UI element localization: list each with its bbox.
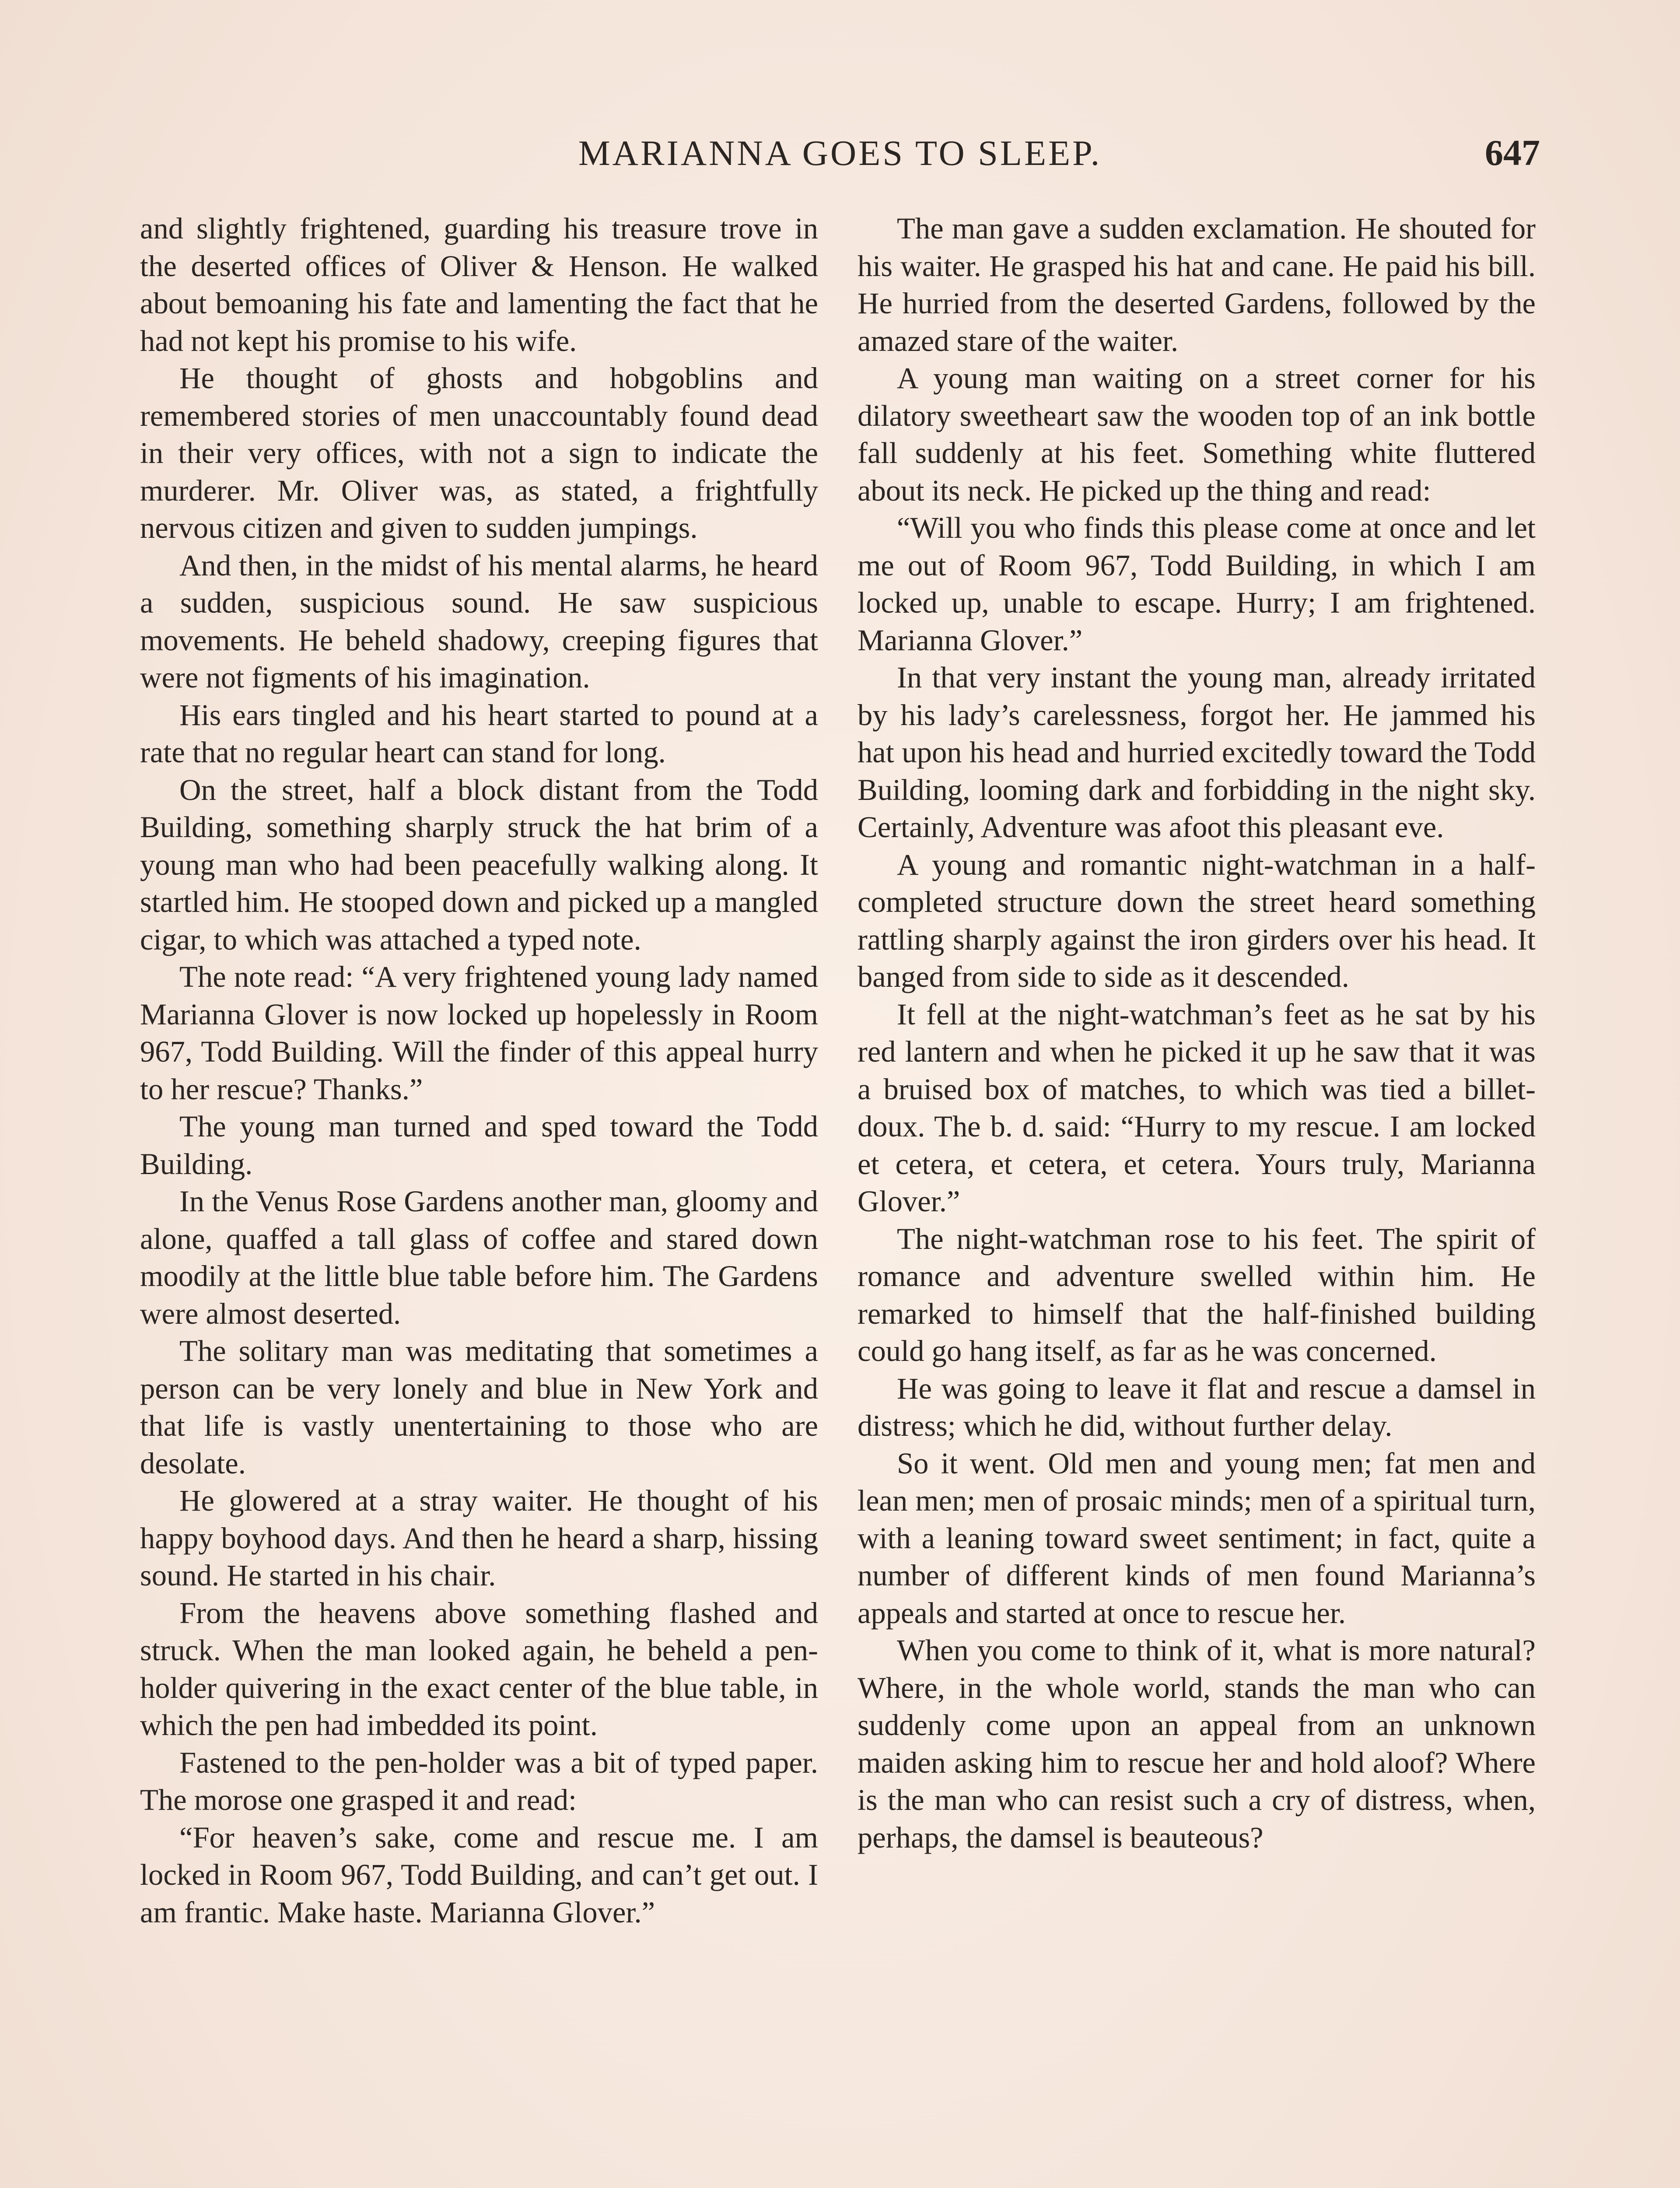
page-header [140, 127, 1540, 179]
paragraph: The young man turned and sped toward the Todd Building. [140, 1110, 818, 1181]
paragraph: So it went. Old men and young men; fat men and lean men; men of prosaic minds; men of a spiritual turn, with a leaning toward sweet sentiment; in fact, quite a number of different kinds of men found Marianna’s appeals and started at once to rescue her. [858, 1446, 1536, 1630]
paragraph: He thought of ghosts and hobgoblins and remembered stories of men unaccountably found dead in their very offices, with not a sign to indicate the murderer. Mr. Oliver was, as stated, a frightfully nervous citizen and given to sudden jumpings. [140, 361, 818, 544]
paragraph: Fastened to the pen-holder was a bit of typed paper. The morose one grasped it and read: [140, 1746, 818, 1816]
paragraph: A young man waiting on a street corner for his dilatory sweetheart saw the wooden top of an ink bottle fall suddenly at his feet. Something white fluttered about its neck. He picked up the thing and read: [858, 361, 1536, 507]
paragraph: “Will you who finds this please come at once and let me out of Room 967, Todd Building, in which I am locked up, unable to escape. Hurry; I am frightened. Marianna Glover.” [858, 511, 1536, 657]
paragraph: From the heavens above something flashed and struck. When the man looked again, he beheld a pen-holder quivering in the exact center of the blue table, in which the pen had imbedded its point. [140, 1596, 818, 1742]
paragraph: He was going to leave it flat and rescue a damsel in distress; which he did, without further delay. [858, 1371, 1536, 1442]
paragraph: His ears tingled and his heart started to pound at a rate that no regular heart can stand for long. [140, 698, 818, 769]
paragraph: and slightly frightened, guarding his treasure trove in the deserted offices of Oliver & Henson. He walked about bemoaning his fate and lamenting the fact that he had not kept his promise to his wife. [140, 212, 818, 358]
paragraph: The night-watchman rose to his feet. The spirit of romance and adventure swelled within him. He remarked to himself that the half-finished building could go hang itself, as far as he was concerned. [858, 1222, 1536, 1368]
paragraph: On the street, half a block distant from the Todd Building, something sharply struck the hat brim of a young man who had been peacefully walking along. It startled him. He stooped down and picked up a mangled cigar, to which was attached a typed note. [140, 773, 818, 956]
paragraph: The solitary man was meditating that sometimes a person can be very lonely and blue in New York and that life is vastly unentertaining to those who are desolate. [140, 1334, 818, 1480]
paragraph: “For heaven’s sake, come and rescue me. I am locked in Room 967, Todd Building, and can’t get out. I am frantic. Make haste. Marianna Glover.” [140, 1820, 818, 1929]
paragraph: In that very instant the young man, already irritated by his lady’s carelessness, forgot her. He jammed his hat upon his head and hurried excitedly toward the Todd Building, looming dark and forbidding in the night sky. Certainly, Adventure was afoot this pleasant eve. [858, 661, 1536, 844]
left-column [140, 210, 818, 1931]
paragraph: The man gave a sudden exclamation. He shouted for his waiter. He grasped his hat and cane. He paid his bill. He hurried from the deserted Gardens, followed by the amazed stare of the waiter. [858, 212, 1536, 358]
paragraph: He glowered at a stray waiter. He thought of his happy boyhood days. And then he heard a sharp, hissing sound. He started in his chair. [140, 1484, 818, 1592]
running-title: MARIANNA GOES TO SLEEP. [578, 133, 1102, 173]
page-number: 647 [1485, 133, 1540, 173]
paragraph: When you come to think of it, what is more natural? Where, in the whole world, stands the man who can suddenly come upon an appeal from an unknown maiden asking him to rescue her and hold aloof? Where is the man who can resist such a cry of distress, when, perhaps, the damsel is beauteous? [858, 1634, 1536, 1854]
paragraph: The note read: “A very frightened young lady named Marianna Glover is now locked up hopelessly in Room 967, Todd Building. Will the finder of this appeal hurry to her rescue? Thanks.” [140, 960, 818, 1106]
paragraph: In the Venus Rose Gardens another man, gloomy and alone, quaffed a tall glass of coffee and stared down moodily at the little blue table before him. The Gardens were almost deserted. [140, 1185, 818, 1330]
paragraph: A young and romantic night-watchman in a half-completed structure down the street heard something rattling sharply against the iron girders over his head. It banged from side to side as it descended. [858, 848, 1536, 993]
paragraph: And then, in the midst of his mental alarms, he heard a sudden, suspicious sound. He saw suspicious movements. He beheld shadowy, creeping figures that were not figments of his imagination. [140, 548, 818, 694]
right-column [858, 210, 1536, 1856]
paragraph: It fell at the night-watchman’s feet as he sat by his red lantern and when he picked it up he saw that it was a bruised box of matches, to which was tied a billet-doux. The b. d. said: “Hurry to my rescue. I am locked et cetera, et cetera, et cetera. Yours truly, Marianna Glover.” [858, 997, 1536, 1218]
